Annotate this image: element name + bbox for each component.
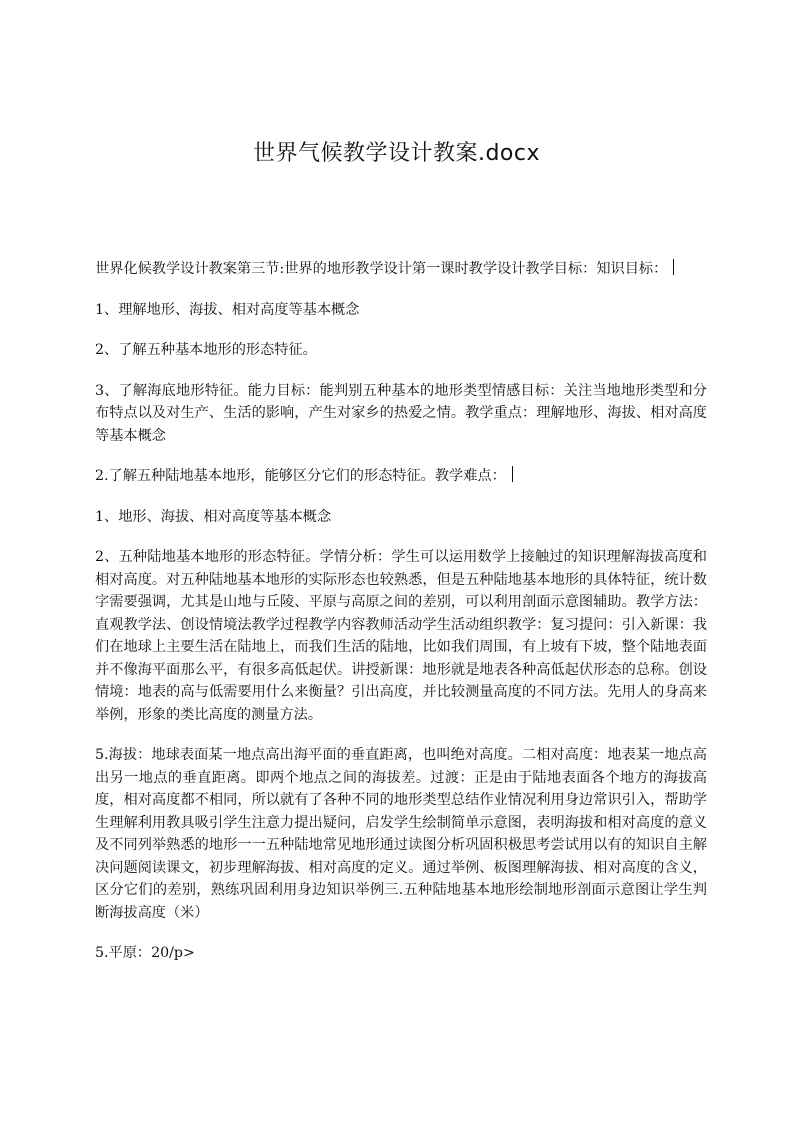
paragraph-objective-3: 3、了解海底地形特征。能力目标：能判别五种基本的地形类型情感目标：关注当地地形类型和分布特点以及对生产、生活的影响，产生对家乡的热爱之情。教学重点：理解地形、海拔、相对高度等基本概念 — [95, 382, 707, 444]
paragraph-difficulty-2: 2、五种陆地基本地形的形态特征。学情分析：学生可以运用数学上接触过的知识理解海拔高度和相对高度。对五种陆地基本地形的实际形态也较熟悉，但是五种陆地基本地形的具体特征，统计数字需要强调，尤其是山地与丘陵、平原与高原之间的差别，可以利用剖面示意图辅助。教学方法：直观教学法、创设情境法教学过程教学内容教师活动学生活动组织教学：复习提问：引入新课：我们在地球上主要生活在陆地上，而我们生活的陆地，比如我们周围，有上坡有下坡，整个陆地表面并不像海平面那么平，有很多高低起伏。讲授新课：地形就是地表各种高低起伏形态的总称。创设情境：地表的高与低需要用什么来衡量？引出高度，并比较测量高度的不同方法。先用人的身高来举例，形象的类比高度的测量方法。 — [95, 549, 707, 723]
paragraph-text: 世界化候教学设计教案第三节:世界的地形教学设计第一课时教学设计教学目标：知识目标： — [95, 261, 668, 277]
document-body — [95, 258, 707, 983]
paragraph-text: 2.了解五种陆地基本地形，能够区分它们的形态特征。教学难点： — [95, 468, 506, 484]
paragraph-objective-1: 1、理解地形、海拔、相对高度等基本概念 — [95, 301, 360, 318]
text-cursor — [673, 259, 674, 275]
paragraph-objective-2: 2、了解五种基本地形的形态特征。 — [95, 342, 317, 358]
paragraph-key-point-2 — [95, 465, 707, 488]
document-title: 世界气候教学设计教案.docx — [252, 141, 541, 166]
text-cursor — [512, 466, 513, 482]
paragraph-altitude: 5.海拔：地球表面某一地点高出海平面的垂直距离，也叫绝对高度。二相对高度：地表某一地点高出另一地点的垂直距离。即两个地点之间的海拔差。过渡：正是由于陆地表面各个地方的海拔高度，相对高度都不相同，所以就有了各种不同的地形类型总结作业情况利用身边常识引入，帮助学生理解利用教具吸引学生注意力提出疑问，启发学生绘制简单示意图，表明海拔和相对高度的意义及不同列举熟悉的地形一一五种陆地常见地形通过读图分析巩固积极思考尝试用以有的知识自主解决问题阅读课文，初步理解海拔、相对高度的定义。通过举例、板图理解海拔、相对高度的含义，区分它们的差别，熟练巩固利用身边知识举例三.五种陆地基本地形绘制地形剖面示意图让学生判断海拔高度（米） — [95, 747, 707, 921]
paragraph-plain: 5.平原：20/p> — [95, 945, 195, 961]
paragraph-difficulty-1: 1、地形、海拔、相对高度等基本概念 — [95, 508, 332, 525]
paragraph-intro — [95, 258, 707, 281]
